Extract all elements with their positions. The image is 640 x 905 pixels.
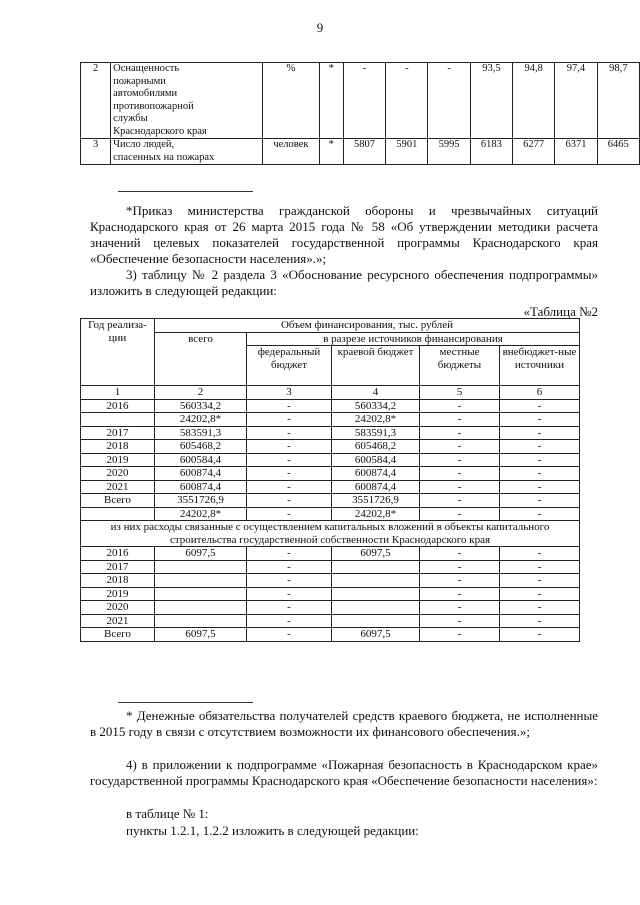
table-cell: 24202,8* [332,507,420,521]
indicator-name: Оснащенность пожарными автомобилями противопожарной службы Краснодарского края [111,63,263,139]
indicators-table [80,62,640,165]
paragraph-4: 4) в приложении к подпрограмме «Пожарная безопасность в Краснодарском крае» государственной программы Краснодарского края «Обеспечение безопасности населения»: [90,757,598,788]
table-cell: 600584,4 [155,453,247,467]
header-year: Год реализа-ции [81,319,155,386]
table-cell: - [247,601,332,615]
table-cell: - [500,453,580,467]
indicator-row [81,139,640,165]
table-cell: - [247,413,332,427]
table-cell: - [420,453,500,467]
table-row [81,494,580,508]
table-cell: - [500,601,580,615]
indicator-cell: * [319,139,343,165]
table-cell: 2016 [81,547,155,561]
table-cell: 2016 [81,399,155,413]
table-cell: - [420,440,500,454]
table-cell: - [247,494,332,508]
table-cell: - [420,601,500,615]
table-row [81,399,580,413]
table-cell: - [247,574,332,588]
table-cell: - [247,560,332,574]
table-cell: 583591,3 [332,426,420,440]
table-cell: - [247,587,332,601]
table-row [81,587,580,601]
table-cell: - [500,399,580,413]
indicator-cell: 6465 [597,139,639,165]
header-local: местные бюджеты [420,346,500,386]
table-cell: 2019 [81,587,155,601]
indicator-cell: 97,4 [555,63,597,139]
table-cell: - [247,480,332,494]
table-cell: - [500,614,580,628]
table-cell: - [420,587,500,601]
table-cell [332,587,420,601]
table-cell: 2021 [81,614,155,628]
table-cell: 3 [247,386,332,400]
table-cell [155,614,247,628]
column-number-row [81,386,580,400]
header-federal: федеральный бюджет [247,346,332,386]
table-cell: - [247,547,332,561]
footnote-divider [118,191,253,192]
table-cell: - [420,507,500,521]
table-cell: - [500,467,580,481]
table-row [81,507,580,521]
table-cell: 6097,5 [155,547,247,561]
table-cell: - [420,574,500,588]
table-cell: 583591,3 [155,426,247,440]
table-cell: 4 [332,386,420,400]
table-cell: 600874,4 [155,480,247,494]
table-row [81,614,580,628]
indicator-row [81,63,640,139]
table-cell: 6097,5 [332,547,420,561]
table-cell: 5 [420,386,500,400]
table-cell [332,560,420,574]
indicator-cell: 2 [81,63,111,139]
indicator-cell: 5995 [428,139,470,165]
footnote-order: *Приказ министерства гражданской обороны и чрезвычайных ситуаций Краснодарского края от 26 марта 2015 года № 58 «Об утверждении методики расчета значений целевых показателей государственной программы Краснодарского края «Обеспечение безопасности населения».»; [90,203,598,266]
table-row [81,574,580,588]
table-cell: 2020 [81,601,155,615]
table-cell [332,614,420,628]
table-cell: - [247,614,332,628]
paragraph-3: 3) таблицу № 2 раздела 3 «Обоснование ресурсного обеспечения подпрограммы» изложить в следующей редакции: [90,267,598,298]
table-cell: - [500,628,580,642]
table-cell: - [420,560,500,574]
table-cell: 6 [500,386,580,400]
table-cell: 2017 [81,426,155,440]
table-cell: 2019 [81,453,155,467]
table-cell: - [420,467,500,481]
table-cell: - [247,507,332,521]
paragraph-6: пункты 1.2.1, 1.2.2 изложить в следующей редакции: [126,823,419,838]
table-cell: - [500,547,580,561]
table-row [81,480,580,494]
table-cell [155,601,247,615]
indicator-cell: 93,5 [470,63,512,139]
table-cell: - [420,494,500,508]
table-cell: 6097,5 [155,628,247,642]
indicator-cell: - [343,63,385,139]
table-cell: 560334,2 [332,399,420,413]
indicator-cell: 3 [81,139,111,165]
table-cell: 3551726,9 [332,494,420,508]
table-cell: 3551726,9 [155,494,247,508]
table-cell: 605468,2 [332,440,420,454]
table-cell: - [247,426,332,440]
table-cell: 1 [81,386,155,400]
table-cell: 2017 [81,560,155,574]
table-cell: - [420,614,500,628]
indicator-cell: 5807 [343,139,385,165]
header-regional: краевой бюджет [332,346,420,386]
table-cell: 24202,8* [332,413,420,427]
table-cell: 2021 [81,480,155,494]
table-cell [332,574,420,588]
header-extra: внебюджет-ные источники [500,346,580,386]
table-cell [155,560,247,574]
indicator-cell: % [263,63,319,139]
page-number: 9 [316,20,324,35]
indicator-cell: 6277 [513,139,555,165]
table-cell [155,587,247,601]
table-cell: - [420,399,500,413]
table-cell: Всего [81,628,155,642]
indicator-cell: 94,8 [513,63,555,139]
table-cell: 2018 [81,574,155,588]
table-row [81,628,580,642]
table-cell: - [420,628,500,642]
footnote2-divider [118,702,253,703]
table-cell [332,601,420,615]
table-cell: - [247,628,332,642]
table-cell: 600874,4 [332,467,420,481]
table-cell: 600874,4 [332,480,420,494]
table-cell: - [500,587,580,601]
table-cell: - [500,480,580,494]
table-cell: - [500,560,580,574]
table-cell: - [500,426,580,440]
indicator-name: Число людей, спасенных на пожарах [111,139,263,165]
table-cell: 2018 [81,440,155,454]
indicator-cell: 6183 [470,139,512,165]
paragraph-5: в таблице № 1: [126,806,209,821]
indicator-cell: человек [263,139,319,165]
header-total: всего [155,332,247,386]
capital-investment-subheader: из них расходы связанные с осуществлением капитальных вложений в объекты капитального строительства государственной собственности Краснодарского края [81,521,580,547]
header-volume: Объем финансирования, тыс. рублей [155,319,580,333]
table-row [81,547,580,561]
table-row [81,467,580,481]
table-caption: «Таблица №2 [523,304,598,319]
table-cell: 6097,5 [332,628,420,642]
table-cell: 605468,2 [155,440,247,454]
indicator-cell: - [386,63,428,139]
table-cell: - [247,467,332,481]
table-cell: 2020 [81,467,155,481]
table-cell: 24202,8* [155,413,247,427]
table-row [81,560,580,574]
table-cell [155,574,247,588]
table-cell: - [500,413,580,427]
table-cell: - [420,413,500,427]
header-sources: в разрезе источников финансирования [247,332,580,346]
table-cell [81,413,155,427]
table-cell: 600874,4 [155,467,247,481]
table-cell: - [420,480,500,494]
table-cell [81,507,155,521]
table-cell: - [247,453,332,467]
indicator-cell: * [319,63,343,139]
indicator-cell: 5901 [386,139,428,165]
table-cell: - [500,440,580,454]
financing-table [80,318,580,642]
table-row [81,413,580,427]
table-cell: 600584,4 [332,453,420,467]
indicator-cell: 98,7 [597,63,639,139]
table-cell: - [500,507,580,521]
table-row [81,601,580,615]
table-cell: - [247,440,332,454]
table-cell: - [500,574,580,588]
table-row [81,440,580,454]
table-cell: - [500,494,580,508]
table-cell: - [420,547,500,561]
indicator-cell: 6371 [555,139,597,165]
footnote-obligations: * Денежные обязательства получателей средств краевого бюджета, не исполненные в 2015 году в связи с отсутствием возможности их финансового обеспечения.»; [90,708,598,739]
table-row [81,453,580,467]
table-cell: - [247,399,332,413]
table-row [81,426,580,440]
table-cell: - [420,426,500,440]
table-cell: 2 [155,386,247,400]
table-cell: 560334,2 [155,399,247,413]
table-cell: Всего [81,494,155,508]
table-cell: 24202,8* [155,507,247,521]
indicator-cell: - [428,63,470,139]
